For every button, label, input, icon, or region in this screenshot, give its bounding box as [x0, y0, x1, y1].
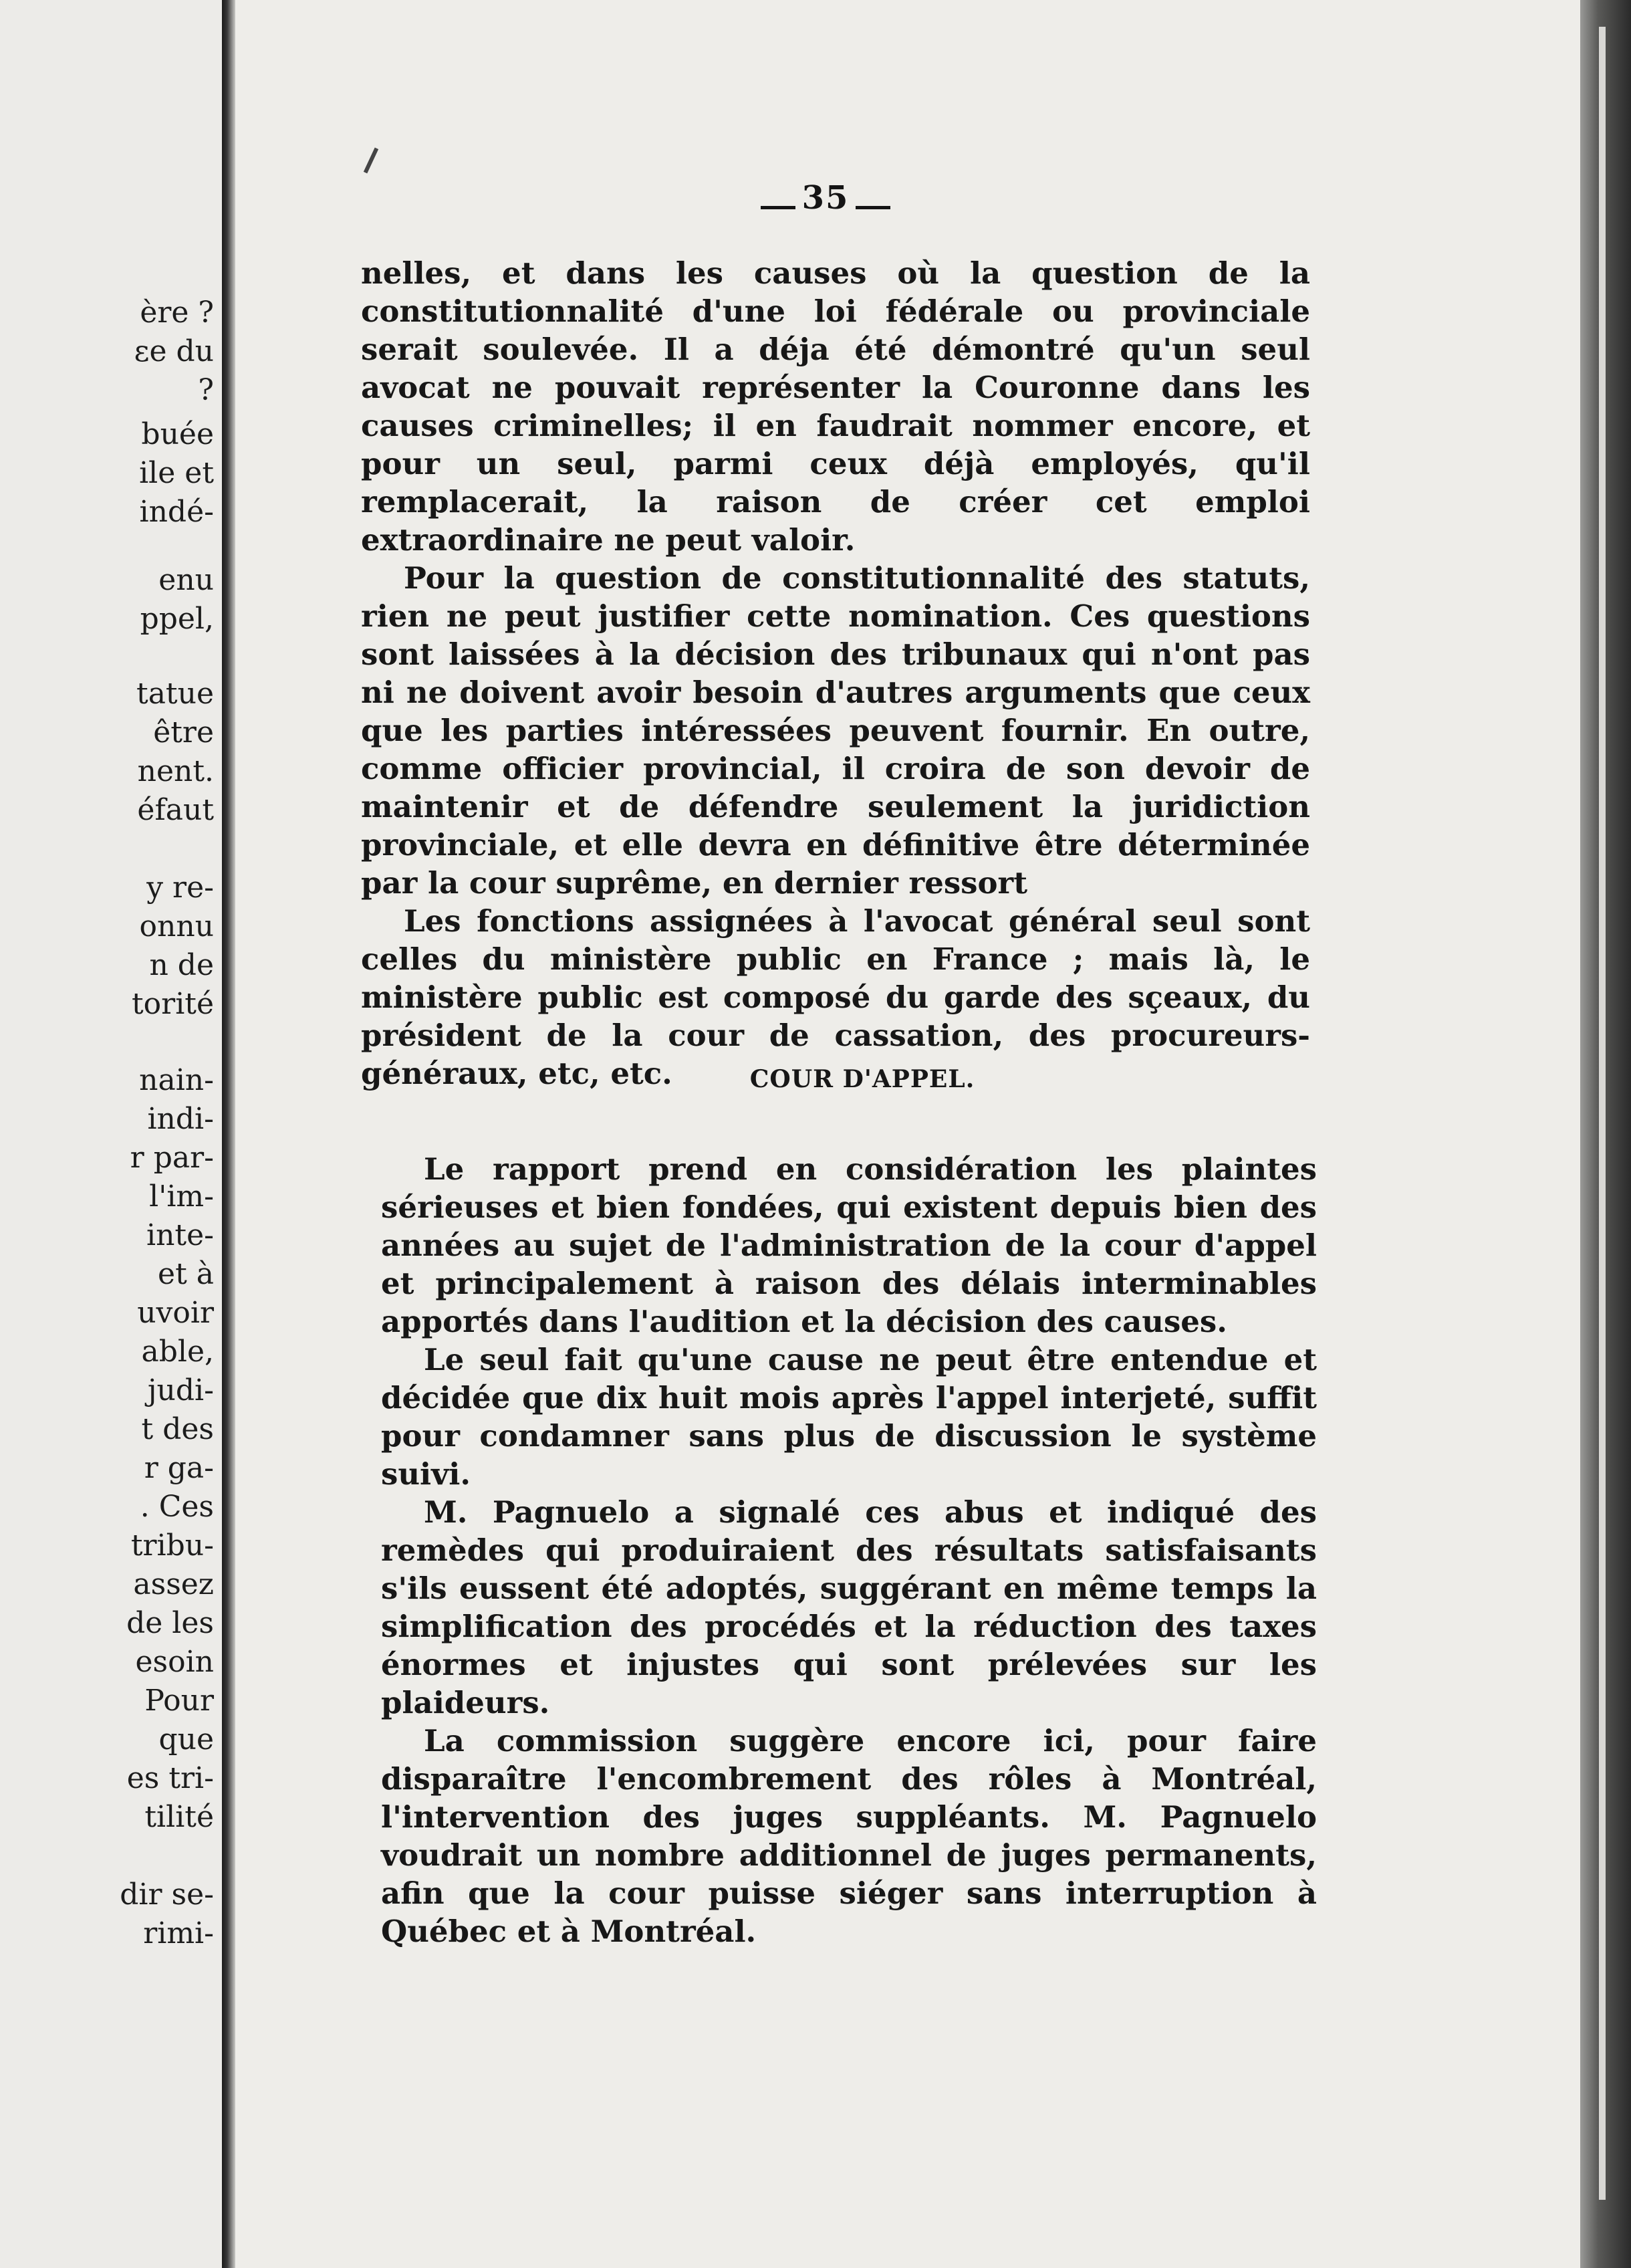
facing-page-line: de les	[126, 1606, 214, 1640]
text-block-lower	[381, 1150, 1317, 1950]
facing-page-line: indé-	[139, 495, 214, 529]
facing-page-line: être	[153, 715, 214, 750]
facing-page-line: inte-	[146, 1218, 214, 1252]
facing-page-line: judi-	[147, 1373, 214, 1407]
facing-page-line: Pour	[144, 1684, 214, 1718]
section-heading: COUR D'APPEL.	[749, 1065, 975, 1093]
facing-page-line: indi-	[147, 1102, 214, 1136]
facing-page-line: assez	[133, 1567, 214, 1601]
paragraph: Le seul fait qu'une cause ne peut être entendue et décidée que dix huit mois après l'appel interjeté, suffit pour condamner sans plus de discussion le système suivi.	[381, 1342, 1317, 1492]
facing-page-line: tatue	[136, 677, 214, 711]
paragraph: Les fonctions assignées à l'avocat général seul sont celles du ministère public en France ; mais là, le ministère public est composé du garde des sçeaux, du président de la cour de cassation, des procureurs-généraux, etc, etc.	[361, 903, 1310, 1091]
paragraph: La commission suggère encore ici, pour faire disparaître l'encombrement des rôles à Montréal, l'intervention des juges suppléants. M. Pagnuelo voudrait un nombre additionnel de juges permanents, afin que la cour puisse siéger sans interruption à Québec et à Montréal.	[381, 1723, 1317, 1949]
page-gutter	[222, 0, 235, 2268]
page-edge	[1580, 0, 1631, 2268]
facing-page-line: et à	[158, 1257, 214, 1291]
facing-page-fragment	[0, 0, 224, 2268]
facing-page-line: r ga-	[144, 1451, 214, 1485]
facing-page-line: onnu	[139, 909, 214, 943]
facing-page-line: . Ces	[140, 1490, 214, 1524]
facing-page-line: nent.	[137, 754, 214, 788]
facing-page-line: que	[158, 1722, 214, 1756]
facing-page-line: ɛe du	[134, 334, 214, 368]
paragraph: Le rapport prend en considération les plaintes sérieuses et bien fondées, qui existent depuis bien des années au sujet de l'administration de la cour d'appel et principalement à raison des délais interminables apportés dans l'audition et la décision des causes.	[381, 1151, 1317, 1339]
facing-page-line: uvoir	[137, 1296, 214, 1330]
facing-page-line: es tri-	[126, 1761, 214, 1795]
facing-page-line: ppel,	[140, 602, 214, 636]
facing-page-line: y re-	[146, 871, 214, 905]
facing-page-line: tribu-	[130, 1528, 214, 1563]
facing-page-line: r par-	[130, 1141, 214, 1175]
stray-mark	[364, 148, 378, 174]
facing-page-line: enu	[158, 563, 214, 597]
facing-page-line: esoin	[135, 1645, 214, 1679]
facing-page-line: n de	[149, 948, 214, 982]
facing-page-line: ère ?	[140, 296, 214, 330]
facing-page-line: t des	[141, 1412, 214, 1446]
facing-page-line: l'im-	[149, 1179, 214, 1214]
facing-page-line: buée	[141, 417, 214, 451]
paragraph: Pour la question de constitutionnalité des statuts, rien ne peut justifier cette nomination. Ces questions sont laissées à la décision des tribunaux qui n'ont pas ni ne doivent avoir besoin d'autres arguments que ceux que les parties intéressées peuvent fournir. En outre, comme officier provincial, il croira de son devoir de maintenir et de défendre seulement la juridiction provinciale, et elle devra en définitive être déterminée par la cour suprême, en dernier ressort	[361, 560, 1310, 901]
facing-page-line: éfaut	[137, 793, 214, 827]
paragraph-continuation: nelles, et dans les causes où la question de la constitutionnalité d'une loi fédérale ou provinciale serait soulevée. Il a déja été démontré qu'un seul avocat ne pouvait représenter la Couronne dans les causes criminelles; il en faudrait nommer encore, et pour un seul, parmi ceux déjà employés, qu'il remplacerait, la raison de créer cet emploi extraordinaire ne peut valoir.	[361, 255, 1310, 558]
facing-page-line: torité	[132, 987, 214, 1021]
page-number: 35	[749, 179, 902, 217]
facing-page-line: tilité	[144, 1800, 214, 1834]
facing-page-line: rimi-	[143, 1916, 214, 1950]
facing-page-line: dir se-	[120, 1878, 214, 1912]
facing-page-line: nain-	[139, 1063, 214, 1097]
paragraph: M. Pagnuelo a signalé ces abus et indiqué des remèdes qui produiraient des résultats satisfaisants s'ils eussent été adoptés, suggérant en même temps la simplification des procédés et la réduction des taxes énormes et injustes qui sont prélevées sur les plaideurs.	[381, 1494, 1317, 1720]
text-block-upper	[361, 254, 1310, 1093]
facing-page-line: ile et	[139, 456, 214, 490]
page-edge-strip	[1599, 27, 1606, 2200]
facing-page-line: ?	[198, 373, 214, 407]
facing-page-line: able,	[141, 1335, 214, 1369]
